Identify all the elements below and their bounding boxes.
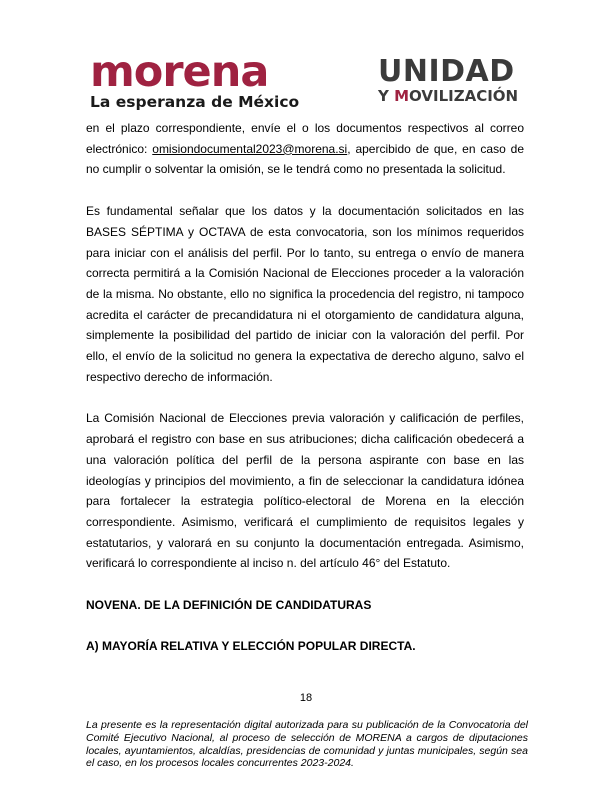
page-number: 18: [299, 692, 313, 704]
unidad-logo-rest: OVILIZACIÓN: [409, 87, 519, 105]
paragraph-1-start: en el plazo correspondiente, envíe el o los documentos respectivos al correo electrónico:: [86, 121, 524, 156]
paragraph-1-end: , apercibido de que, en caso de no cumplir o solventar la omisión, se le tendrá como no presentada la solicitud.: [86, 141, 524, 177]
unidad-logo-line2: [378, 87, 538, 105]
unidad-logo-prefix: Y: [378, 87, 395, 105]
footer-note: La presente es la representación digital autorizada para su publicación de la Convocatoria del Comité Ejecutivo Nacional, al proceso de selección de MORENA a cargos de diputaciones locales, ayuntamientos, alcaldías, presidencias de comunidad y juntas municipales, según sea el caso, en los procesos locales concurrentes 2023-2024.: [86, 719, 528, 770]
unidad-logo-m: M: [394, 87, 410, 105]
morena-logo-word: morena: [90, 47, 269, 97]
section-heading-novena: NOVENA. DE LA DEFINICIÓN DE CANDIDATURAS: [86, 598, 372, 612]
section-heading-mayoria: A) MAYORÍA RELATIVA Y ELECCIÓN POPULAR DIRECTA.: [86, 639, 416, 653]
unidad-movilizacion-logo: [378, 54, 538, 105]
paragraph-2: Es fundamental señalar que los datos y la documentación solicitados en las BASES SÉPTIMA y OCTAVA de esta convocatoria, son los mínimos requeridos para iniciar con el análisis del perfil. Por lo tanto, su entrega o envío de manera correcta permitirá a la Comisión Nacional de Elecciones proceder a la valoración de la misma. No obstante, ello no significa la procedencia del registro, ni tampoco acredita el carácter de precandidatura ni el otorgamiento de candidatura alguna, simplemente la posibilidad del partido de iniciar con la valoración del perfil. Por ello, el envío de la solicitud no genera la expectativa de derecho alguno, salvo el respectivo derecho de información.: [86, 204, 524, 384]
document-body: [86, 118, 524, 595]
paragraph-3: La Comisión Nacional de Elecciones previa valoración y calificación de perfiles, aprobará el registro con base en sus atribuciones; dicha calificación obedecerá a una valoración política del perfil de la persona aspirante con base en las ideologías y principios del movimiento, a fin de seleccionar la candidatura idónea para fortalecer la estrategia político-electoral de Morena en la elección correspondiente. Asimismo, verificará el cumplimiento de requisitos legales y estatutarios, y valorará en su conjunto la documentación entregada. Asimismo, verificará lo correspondiente al inciso n. del artículo 46° del Estatuto.: [86, 411, 524, 571]
morena-logo: [90, 47, 300, 111]
morena-logo-tagline: La esperanza de México: [90, 93, 300, 111]
paragraph-1: [86, 118, 524, 180]
email-link[interactable]: omisiondocumental2023@morena.si: [152, 141, 348, 156]
unidad-logo-line1: UNIDAD: [378, 54, 515, 89]
